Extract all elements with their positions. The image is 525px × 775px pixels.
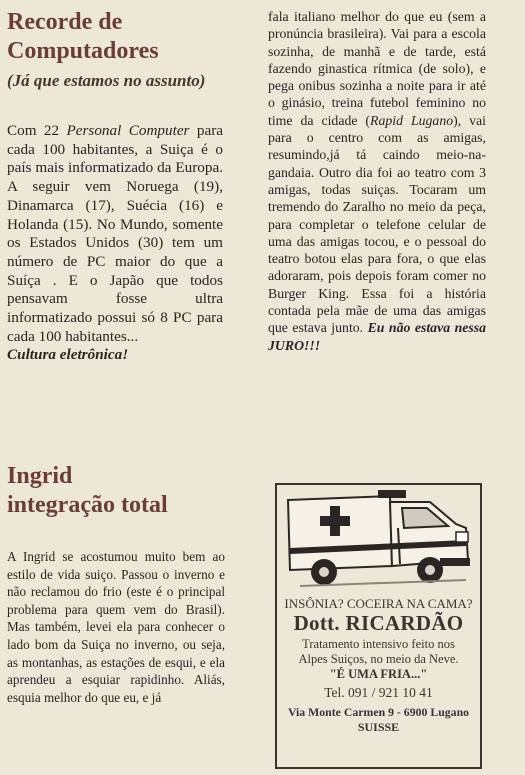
body-text: para cada 100 habitantes, a Suiça é o país mais informatizado da Europa. A seguir vem Noruega (19), Dinamarca (17), Suécia (16) e Holanda (15). No Mundo, somente os Estados Unidos (30) tem um número de PC maior do que a Suíça . E o Japão que todos pensavam fosse ultra informatizado possui só 8 PC para cada 100 habitantes... [7,122,224,345]
article-body [7,122,223,365]
ad-tagline: INSÔNIA? COCEIRA NA CAMA? [284,596,473,611]
advertisement-box [275,483,482,769]
ad-doctor-name: Dott. RICARDÃO [293,611,464,635]
body-italic-text: Personal Computer [66,122,190,139]
ad-phone: Tel. 091 / 921 10 41 [324,685,433,700]
article-title-line1: Recorde de [7,9,123,35]
article-title [7,8,223,66]
article-subtitle: (Já que estamos no assunto) [7,71,206,90]
body-text: ), vai para o centro com as amigas, resumindo,já tá caindo meio-na-gandaia. Outro dia foi ao teatro com 3 amigas, todas suiças. Tocaram um tremendo do Zaralho no meio da peça, para completar o telefone celular de uma das amigas tocou, e o pessoal do teatro botou elas para fora, o que elas adoraram, pois depois foram comer no Burger King. Essa foi a história contada pela mãe de uma das amigas que estava junto. [268,112,486,336]
article-title [7,462,225,520]
ambulance-icon [280,488,478,596]
ad-address: Via Monte Carmen 9 - 6900 Lugano [287,705,470,719]
article-title-line2: integração total [7,492,168,518]
body-italic-text: Rapid Lugano [370,112,454,128]
article-title-line1: Ingrid [7,463,73,489]
article-ingrid [7,462,225,706]
ad-description-line1: Tratamento intensivo feito nos [302,637,455,651]
article-continuation [268,8,486,354]
ad-country: SUISSE [357,720,400,734]
article-body: A Ingrid se acostumou muito bem ao estilo de vida suiço. Passou o inverno e não reclamou do frio (este é o principal problema para quem vem do Brasil). Mas também, levei ela para conhecer o lado bom da Suiça no inverno, ou seja, as montanhas, as estações de esqui, e ela aprendeu a esquiar rapidinho. Aliás, esquia melhor do que eu, e já [7,549,225,705]
body-text: Com 22 [7,122,67,139]
article-title-line2: Computadores [7,38,159,64]
body-text: fala italiano melhor do que eu (sem a pronúncia brasileira). Vai para a escola sozinha, de manhã e de tarde, está fazendo ginastica rítmica (de solo), e pega onibus sozinha a noite para ir até o ginásio, treina futebol feminino no time da cidade ( [268,9,486,128]
article-signature: Cultura eletrônica! [7,346,129,364]
article-body [268,8,486,354]
article-computers [7,8,223,365]
ad-slogan: "É UMA FRIA..." [329,667,428,681]
article-signature: Eu não estava nessa JURO!!! [268,320,486,353]
ad-description-line2: Alpes Suiços, no meio da Neve. [298,652,459,666]
